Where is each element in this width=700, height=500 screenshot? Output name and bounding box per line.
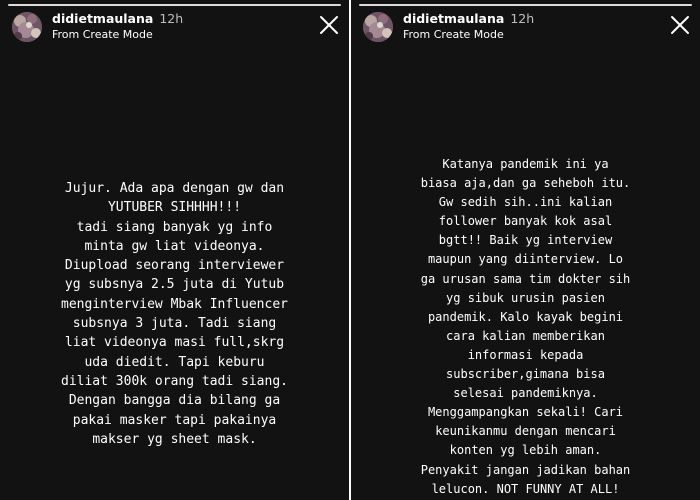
avatar[interactable] bbox=[12, 12, 42, 42]
story-text: Jujur. Ada apa dengan gw dan YUTUBER SIHHHH!!! tadi siang banyak yg info minta gw liat videonya. Diupload seorang interviewer yg subsnya 2.5 juta di Yutub menginterview Mbak Influencer subsnya 3 juta. Tadi siang liat videonya masi full,skrg uda diedit. Tapi keburu diliat 300k orang tadi siang. Dengan bangga dia bilang ga pakai masker tapi pakainya makser yg sheet mask. bbox=[61, 181, 288, 447]
story-panel-right[interactable] bbox=[351, 0, 700, 500]
story-source[interactable]: From Create Mode bbox=[52, 28, 153, 41]
story-progress-bar bbox=[8, 4, 341, 6]
timestamp: 12h bbox=[510, 11, 535, 26]
progress-segment bbox=[359, 4, 692, 6]
story-panel-left[interactable] bbox=[0, 0, 349, 500]
username[interactable]: didietmaulana bbox=[403, 11, 505, 26]
progress-segment bbox=[8, 4, 341, 6]
story-source[interactable]: From Create Mode bbox=[403, 28, 504, 41]
username[interactable]: didietmaulana bbox=[52, 11, 154, 26]
avatar[interactable] bbox=[363, 12, 393, 42]
story-header bbox=[361, 11, 690, 45]
timestamp: 12h bbox=[159, 11, 184, 26]
user-line bbox=[403, 11, 534, 27]
story-header bbox=[10, 11, 339, 45]
close-icon[interactable] bbox=[319, 15, 339, 35]
story-progress-bar bbox=[359, 4, 692, 6]
close-icon[interactable] bbox=[670, 15, 690, 35]
user-line bbox=[52, 11, 183, 27]
story-text: Katanya pandemik ini ya biasa aja,dan ga seheboh itu. Gw sedih sih..ini kalian follower banyak kok asal bgtt!! Baik yg interview maupun yang diinterview. Lo ga urusan sama tim dokter sih yg sibuk urusin pasien pandemik. Kalo kayak begini cara kalian memberikan informasi kepada subscriber,gimana bisa selesai pandemiknya. Menggampangkan sekali! Cari keunikanmu dengan mencari konten yg lebih aman. Penyakit jangan jadikan bahan lelucon. NOT FUNNY AT ALL! bbox=[420, 157, 631, 496]
